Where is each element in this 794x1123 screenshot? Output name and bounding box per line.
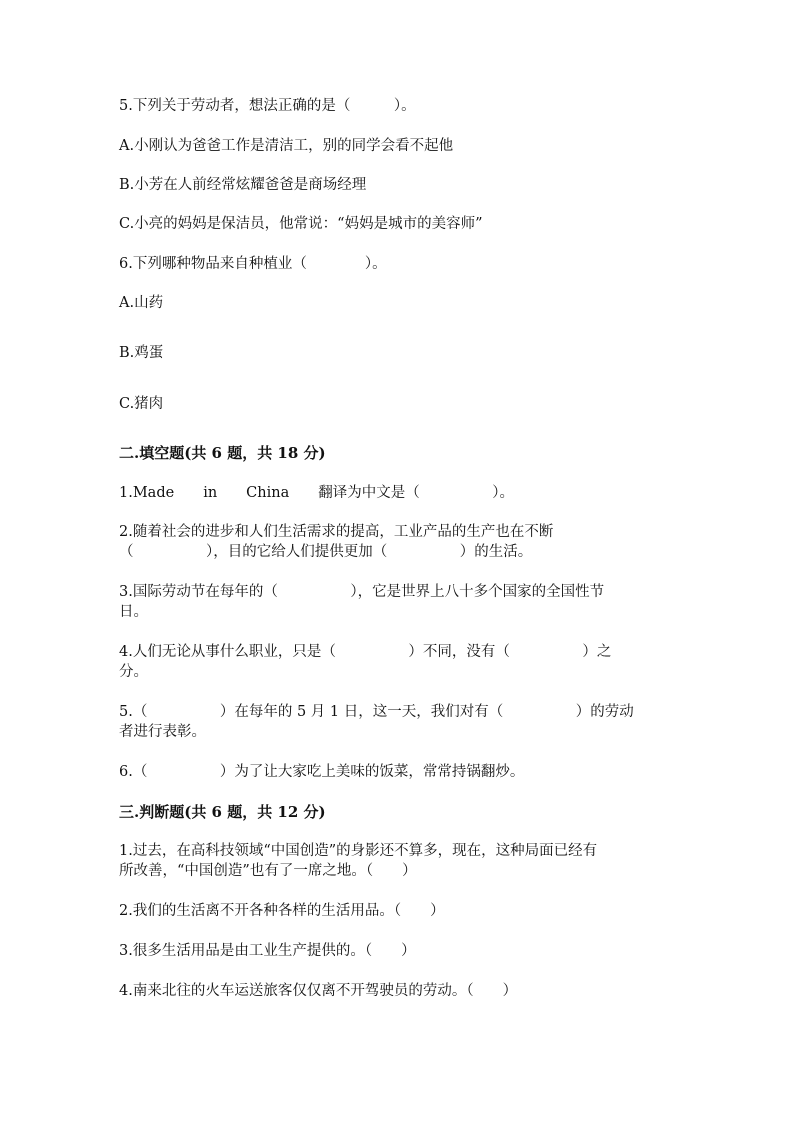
- fill-q6: 6.（ ）为了让大家吃上美味的饭菜，常常持锅翻炒。: [119, 764, 525, 780]
- judge-q4: 4.南来北往的火车运送旅客仅仅离不开驾驶员的劳动。（ ）: [119, 983, 518, 999]
- q5-stem: 5.下列关于劳动者，想法正确的是（ ）。: [119, 98, 416, 114]
- fill-q2-line2: （ ），目的它给人们提供更加（ ）的生活。: [119, 544, 533, 560]
- fill-q5-line2: 者进行表彰。: [119, 724, 206, 740]
- fill-q4-line2: 分。: [119, 664, 148, 680]
- q6-option-b: B.鸡蛋: [119, 345, 164, 361]
- fill-q5-line1: 5.（ ）在每年的 5 月 1 日，这一天，我们对有（ ）的劳动: [119, 704, 634, 720]
- q5-option-b: B.小芳在人前经常炫耀爸爸是商场经理: [119, 177, 367, 193]
- q6-stem: 6.下列哪种物品来自种植业（ ）。: [119, 256, 387, 272]
- q5-option-a: A.小刚认为爸爸工作是清洁工，别的同学会看不起他: [119, 138, 454, 154]
- q6-option-c: C.猪肉: [119, 396, 164, 412]
- fill-q3-line1: 3.国际劳动节在每年的（ ），它是世界上八十多个国家的全国性节: [119, 584, 605, 600]
- judge-q3: 3.很多生活用品是由工业生产提供的。（ ）: [119, 943, 416, 959]
- q6-option-a: A.山药: [119, 295, 164, 311]
- judge-q1-line2: 所改善，“中国创造”也有了一席之地。（ ）: [119, 863, 417, 879]
- fill-q3-line2: 日。: [119, 604, 148, 620]
- q5-option-c: C.小亮的妈妈是保洁员，他常说：“妈妈是城市的美容师”: [119, 216, 483, 232]
- judge-q1-line1: 1.过去，在高科技领域“中国创造”的身影还不算多，现在，这种局面已经有: [119, 843, 598, 859]
- fill-q1: 1.Made in China 翻译为中文是（ ）。: [119, 485, 514, 501]
- fill-q2-line1: 2.随着社会的进步和人们生活需求的提高，工业产品的生产也在不断: [119, 524, 554, 540]
- section2-title: 二.填空题(共 6 题，共 18 分): [119, 444, 326, 462]
- judge-q2: 2.我们的生活离不开各种各样的生活用品。（ ）: [119, 903, 445, 919]
- section3-title: 三.判断题(共 6 题，共 12 分): [119, 803, 326, 821]
- fill-q4-line1: 4.人们无论从事什么职业，只是（ ）不同，没有（ ）之: [119, 644, 612, 660]
